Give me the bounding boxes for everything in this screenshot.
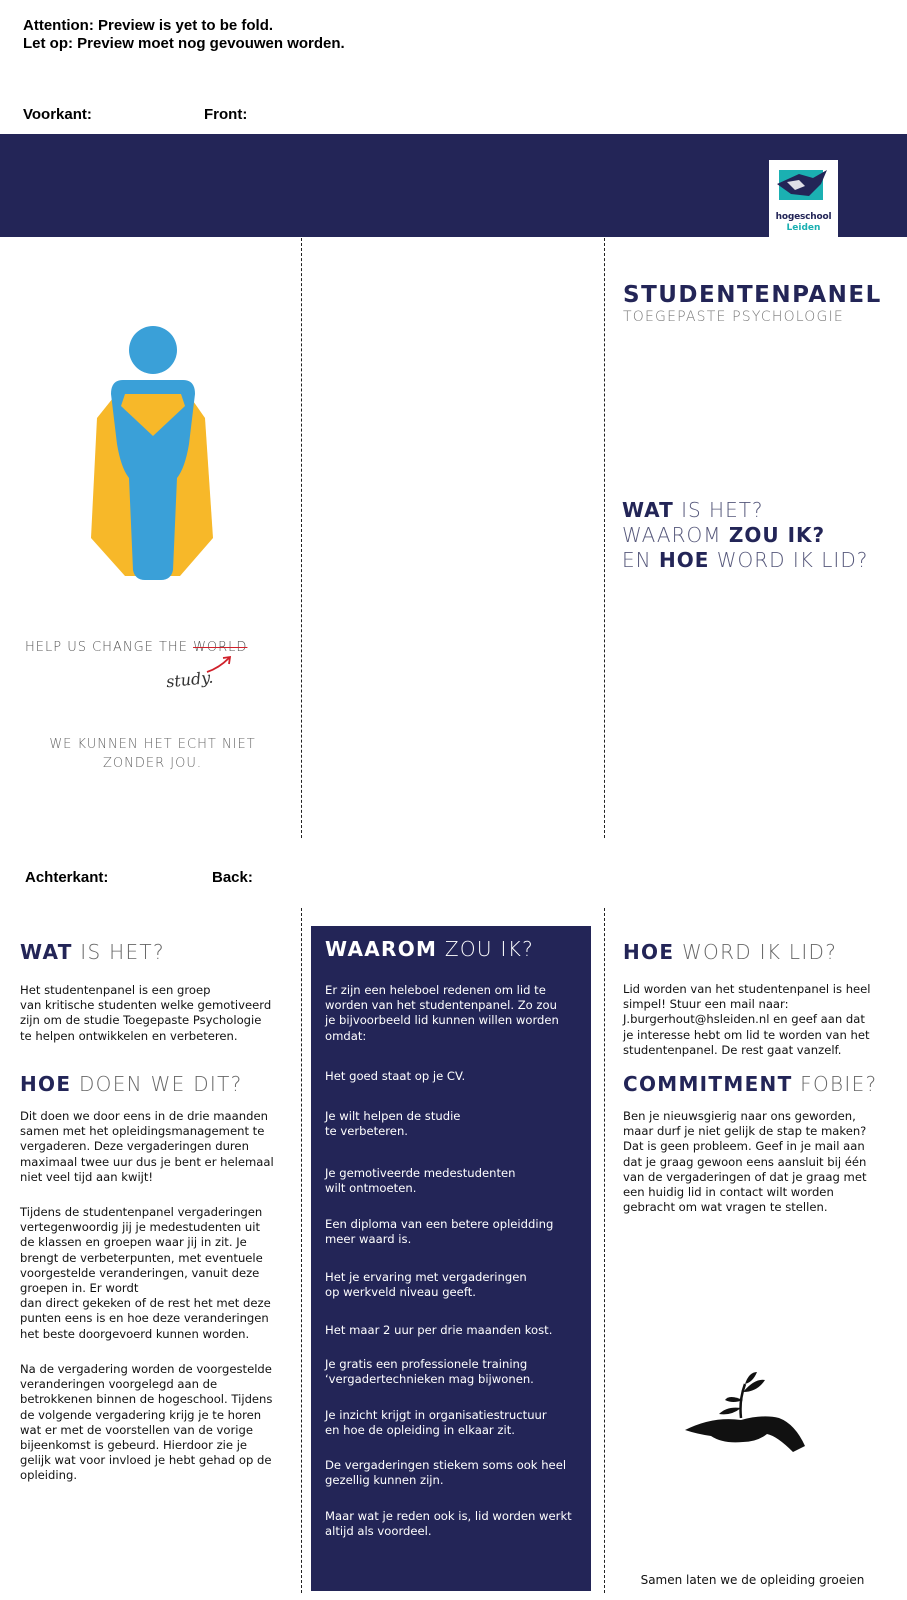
reason-item — [325, 1357, 580, 1387]
reason-item — [325, 1217, 580, 1247]
para-line: de volgende vergadering krijg je te horen — [20, 1407, 262, 1422]
fold-line-back-left — [301, 908, 302, 1593]
lid-line: Lid worden van het studentenpanel is heel — [623, 982, 871, 996]
reason-line: Je inzicht krijgt in organisatiestructuur — [325, 1408, 547, 1422]
q1-rest: IS HET? — [673, 498, 764, 522]
commit-line: gebracht om wat vragen te stellen. — [623, 1200, 828, 1215]
para-line: wat er met de voorstellen van de vorige — [20, 1422, 253, 1437]
reason-line: Een diploma van een betere opleidding — [325, 1217, 554, 1231]
para-line: vertegenwoordig jij je medestudenten uit — [20, 1220, 261, 1235]
waarom-rest: ZOU IK? — [437, 937, 535, 961]
commit-rest: FOBIE? — [792, 1072, 878, 1096]
commitment-fobie-heading — [623, 1072, 877, 1096]
back-label: Back: — [212, 869, 253, 886]
wat-is-het-text — [20, 983, 295, 1044]
commit-line: Dat is geen probleem. Geef in je mail aan — [623, 1139, 865, 1154]
para-line: punten eens is en hoe deze veranderingen — [20, 1311, 269, 1326]
waarom-heading — [325, 937, 534, 961]
para-line: brengt de verbeterpunten, met eventuele — [20, 1250, 263, 1265]
q2-bold: ZOU IK? — [728, 523, 826, 547]
zonder-jou-text — [20, 735, 285, 773]
q3-rest: WORD IK LID? — [709, 548, 869, 572]
wat-rest: IS HET? — [72, 940, 165, 964]
reason-line: meer waard is. — [325, 1232, 412, 1247]
waarom-intro — [325, 983, 580, 1044]
wat-line: zijn om de studie Toegepaste Psychologie — [20, 1013, 262, 1028]
para-line: Dit doen we door eens in de drie maanden — [20, 1109, 268, 1123]
reason-line: Je gemotiveerde medestudenten — [325, 1166, 516, 1180]
hoe-para-1 — [20, 1109, 295, 1185]
reason-line: Je wilt helpen de studie — [325, 1109, 461, 1123]
voorkant-label: Voorkant: — [23, 106, 92, 123]
hogeschool-logo — [769, 160, 838, 238]
para-line: samen met het opleidingsmanagement te — [20, 1124, 265, 1139]
q1-bold: WAT — [622, 498, 674, 522]
fold-line-back-right — [604, 908, 605, 1593]
reason-item — [325, 1109, 580, 1139]
reason-line: Het je ervaring met vergaderingen — [325, 1270, 527, 1284]
para-line: het beste doorgevoerd kunnen worden. — [20, 1326, 250, 1341]
commit-line: Ben je nieuwsgierig naar ons geworden, — [623, 1109, 856, 1123]
waarom-panel — [311, 926, 591, 1591]
para-line: bijeenkomst is gebeurd. Hierdoor zie je — [20, 1438, 248, 1453]
lid-line: studentenpanel. De rest gaat vanzelf. — [623, 1042, 842, 1057]
footer-slogan: Samen laten we de opleiding groeien — [640, 1573, 865, 1587]
lid-line: simpel! Stuur een mail naar: — [623, 997, 789, 1012]
commitment-text — [623, 1109, 898, 1215]
para-line: Na de vergadering worden de voorgestelde — [20, 1362, 272, 1376]
reason-item — [325, 1270, 580, 1300]
commit-bold: COMMITMENT — [623, 1072, 793, 1096]
reason-item — [325, 1408, 580, 1438]
para-line: Tijdens de studentenpanel vergaderingen — [20, 1205, 263, 1219]
reason-line: Het goed staat op je CV. — [325, 1069, 466, 1083]
para-line: de klassen en groepen waar jij in zit. Je — [20, 1235, 247, 1250]
reason-line: altijd als voordeel. — [325, 1524, 432, 1539]
hoe-rest: DOEN WE DIT? — [71, 1072, 243, 1096]
front-label: Front: — [204, 106, 248, 123]
para-line: maximaal twee uur dus je bent er helemaal — [20, 1154, 274, 1169]
commit-line: van de vergaderingen of dat je graag met — [623, 1169, 867, 1184]
hoe-para-2 — [20, 1205, 295, 1342]
studentenpanel-subtitle: TOEGEPASTE PSYCHOLOGIE — [623, 309, 844, 325]
para-line: gelijk wat voor invloed je hebt gehad op de — [20, 1453, 272, 1468]
question-wat — [622, 498, 764, 522]
reason-item — [325, 1458, 580, 1488]
intro-line: je bijvoorbeeld lid kunnen willen worden — [325, 1013, 559, 1028]
fold-line-front-right — [604, 238, 605, 838]
hoe-lid-rest: WORD IK LID? — [674, 940, 838, 964]
help-prefix: HELP US CHANGE THE — [25, 640, 194, 655]
wat-line: te helpen ontwikkelen en verbeteren. — [20, 1028, 238, 1043]
reason-line: Het maar 2 uur per drie maanden kost. — [325, 1323, 553, 1337]
hoe-word-ik-lid-heading — [623, 940, 837, 964]
q3-light: EN — [622, 548, 659, 572]
reason-line: ‘vergadertechnieken mag bijwonen. — [325, 1372, 534, 1387]
reason-item — [325, 1323, 580, 1338]
wat-line: Het studentenpanel is een groep — [20, 983, 211, 997]
commit-line: maar durf je niet gelijk de stap te maken? — [623, 1124, 867, 1139]
para-line: betrokkenen binnen de hogeschool. Tijdens — [20, 1392, 273, 1407]
preview-notice — [23, 17, 345, 53]
reason-line: wilt ontmoeten. — [325, 1181, 417, 1196]
help-tagline — [25, 640, 247, 655]
para-line: opleiding. — [20, 1468, 78, 1483]
reason-line: Maar wat je reden ook is, lid worden werkt — [325, 1509, 572, 1523]
reason-item — [325, 1069, 580, 1084]
para-line: niet veel tijd aan kwijt! — [20, 1169, 154, 1184]
commit-line: dat je graag gewoon eens aansluit bij één — [623, 1154, 867, 1169]
hoe-doen-we-dit-heading — [20, 1072, 243, 1096]
hand-plant-icon — [683, 1370, 807, 1460]
reason-line: te verbeteren. — [325, 1124, 408, 1139]
reason-item — [325, 1509, 580, 1539]
para-line: veranderingen voorgelegd aan de — [20, 1377, 218, 1392]
reason-line: De vergaderingen stiekem soms ook heel — [325, 1458, 567, 1472]
para-line: vergaderen. Deze vergaderingen duren — [20, 1139, 249, 1154]
logo-bird-icon — [769, 160, 838, 212]
intro-line: worden van het studentenpanel. Zo zou — [325, 998, 557, 1013]
kunnen-line-2: ZONDER JOU. — [103, 756, 202, 771]
para-line: voorgestelde veranderingen, vanuit deze — [20, 1265, 260, 1280]
question-waarom — [622, 523, 825, 547]
question-hoe — [622, 548, 868, 572]
intro-line: Er zijn een heleboel redenen om lid te — [325, 983, 546, 997]
wat-line: van kritische studenten welke gemotiveerd — [20, 998, 272, 1013]
kunnen-line-1: WE KUNNEN HET ECHT NIET — [49, 737, 256, 752]
reason-line: Je gratis een professionele training — [325, 1357, 528, 1371]
help-world: WORLD — [193, 640, 248, 655]
hoe-bold: HOE — [20, 1072, 72, 1096]
notice-line-1: Attention: Preview is yet to be fold. — [23, 17, 274, 34]
lid-line: J.burgerhout@hsleiden.nl en geef aan dat — [623, 1012, 865, 1027]
hoe-lid-text — [623, 982, 898, 1058]
wat-bold: WAT — [20, 940, 73, 964]
para-line: dan direct gekeken of de rest het met deze — [20, 1296, 271, 1311]
reason-item — [325, 1166, 580, 1196]
hoe-lid-bold: HOE — [623, 940, 675, 964]
superhero-icon — [85, 318, 220, 588]
studentenpanel-title: STUDENTENPANEL — [623, 282, 882, 308]
hoe-para-3 — [20, 1362, 295, 1484]
commit-line: een huidig lid in contact wilt worden — [623, 1185, 834, 1200]
reason-line: gezellig kunnen zijn. — [325, 1473, 444, 1488]
para-line: groepen in. Er wordt — [20, 1281, 139, 1296]
q3-bold: HOE — [658, 548, 710, 572]
intro-line: omdat: — [325, 1028, 367, 1043]
fold-line-front-left — [301, 238, 302, 838]
logo-line-1: hogeschool — [775, 212, 832, 222]
q2-light: WAAROM — [622, 523, 729, 547]
achterkant-label: Achterkant: — [25, 869, 109, 886]
waarom-bold: WAAROM — [325, 937, 438, 961]
study-handwritten: study. — [165, 667, 215, 692]
wat-is-het-heading — [20, 940, 165, 964]
lid-line: je interesse hebt om lid te worden van het — [623, 1027, 870, 1042]
notice-line-2: Let op: Preview moet nog gevouwen worden. — [23, 35, 345, 52]
reason-line: op werkveld niveau geeft. — [325, 1285, 476, 1300]
reason-line: en hoe de opleiding in elkaar zit. — [325, 1423, 515, 1438]
logo-line-2: Leiden — [786, 223, 821, 233]
